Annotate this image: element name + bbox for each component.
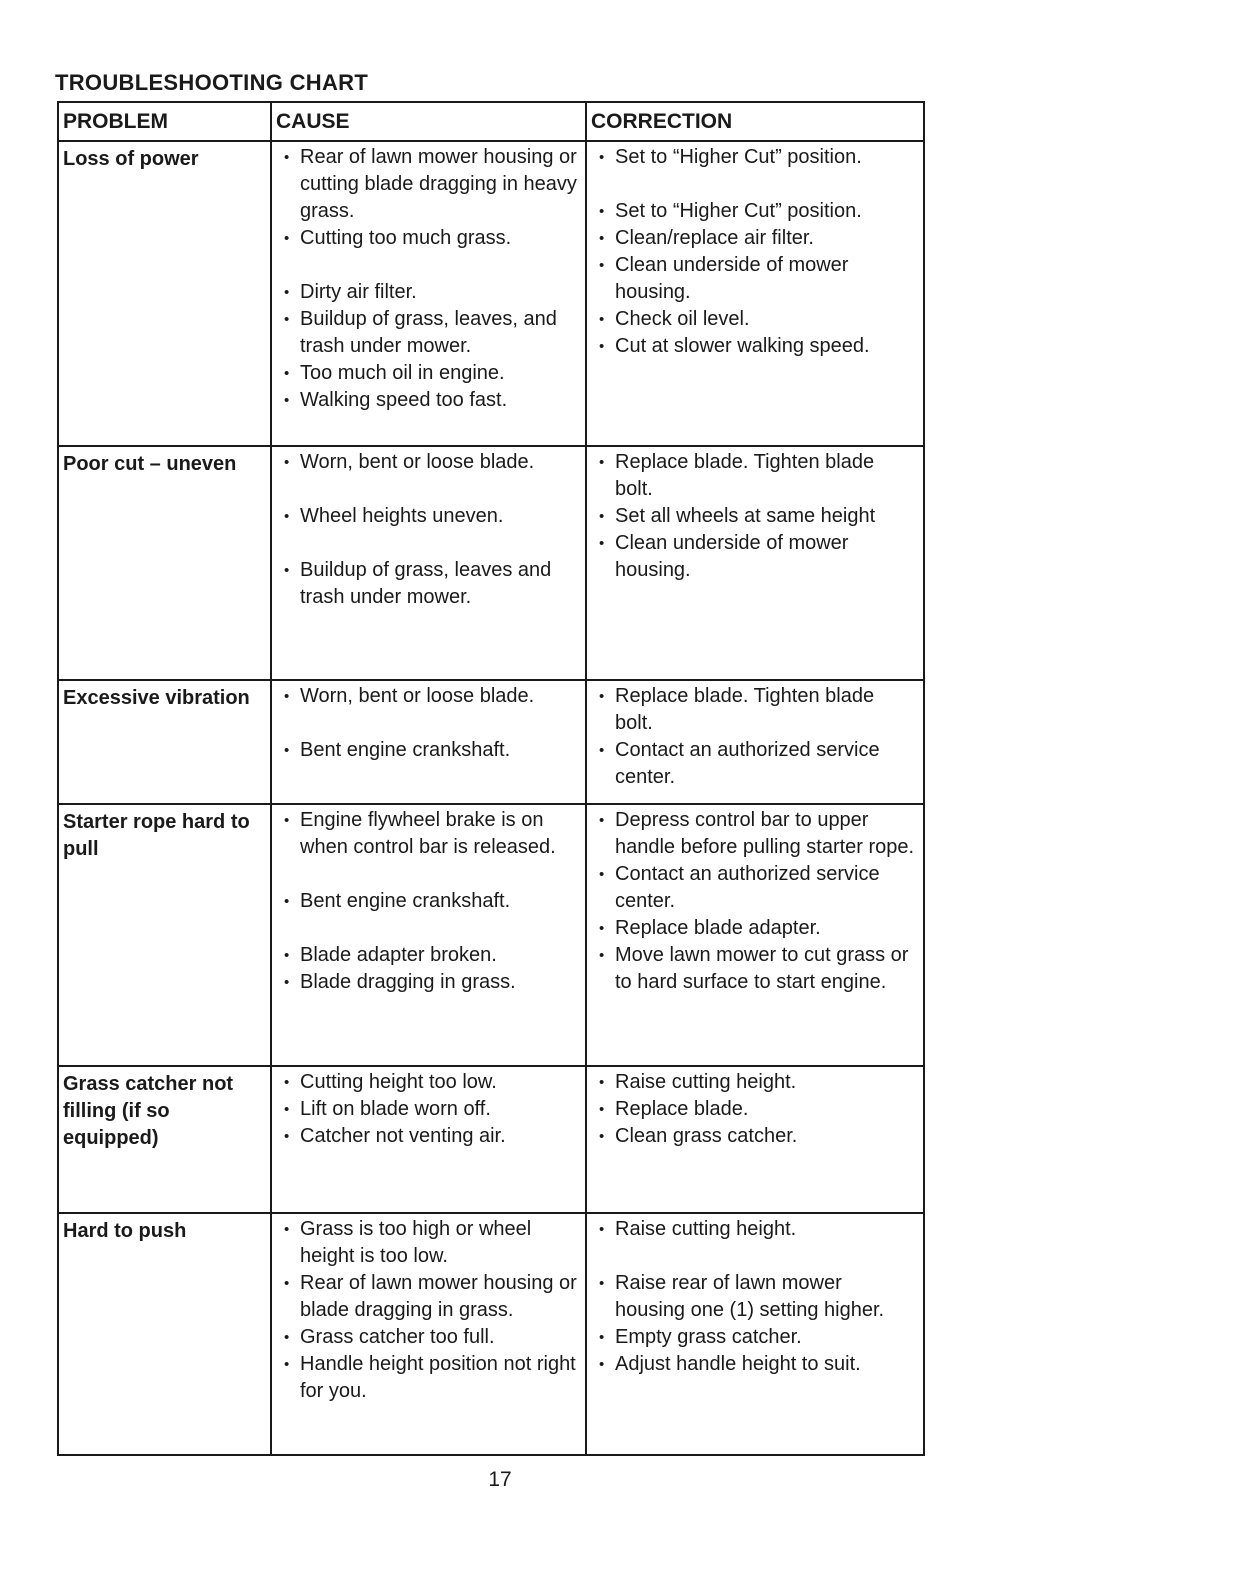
table-row <box>58 804 924 1066</box>
correction-column-header: CORRECTION <box>586 102 924 141</box>
table-row <box>58 1213 924 1455</box>
cause-cell <box>271 1213 586 1455</box>
correction-cell <box>586 141 924 446</box>
correction-item: • Depress control bar to upper handle before pulling starter rope. <box>597 807 915 861</box>
cause-item: • Blade adapter broken. <box>282 942 577 969</box>
cause-item: • Rear of lawn mower housing or cutting blade dragging in heavy grass. <box>282 144 577 225</box>
table-row <box>58 446 924 680</box>
correction-item: • Adjust handle height to suit. <box>597 1351 915 1378</box>
cause-cell <box>271 680 586 804</box>
correction-item: • Replace blade. Tighten blade bolt. <box>597 449 915 503</box>
cause-item: • Grass is too high or wheel height is too low. <box>282 1216 577 1270</box>
correction-item: • Set to “Higher Cut” position. <box>597 198 915 225</box>
cause-cell <box>271 141 586 446</box>
correction-item: • Move lawn mower to cut grass or to hard surface to start engine. <box>597 942 915 996</box>
cause-item: • Worn, bent or loose blade. <box>282 449 577 476</box>
correction-item: • Clean grass catcher. <box>597 1123 915 1150</box>
problem-column-header: PROBLEM <box>58 102 271 141</box>
correction-item: • Clean/replace air filter. <box>597 225 915 252</box>
cause-cell <box>271 446 586 680</box>
correction-cell <box>586 804 924 1066</box>
problem-cell: Grass catcher not filling (if so equipped) <box>58 1066 271 1213</box>
correction-item: • Clean underside of mower housing. <box>597 530 915 584</box>
table-header-row <box>58 102 924 141</box>
correction-cell <box>586 680 924 804</box>
correction-item: • Replace blade. Tighten blade bolt. <box>597 683 915 737</box>
correction-item: • Contact an authorized service center. <box>597 861 915 915</box>
correction-item: • Raise cutting height. <box>597 1069 915 1096</box>
problem-cell: Starter rope hard to pull <box>58 804 271 1066</box>
correction-item: • Raise rear of lawn mower housing one (1) setting higher. <box>597 1270 915 1324</box>
cause-cell <box>271 804 586 1066</box>
problem-cell: Poor cut – uneven <box>58 446 271 680</box>
cause-item: • Buildup of grass, leaves and trash under mower. <box>282 557 577 611</box>
correction-cell <box>586 1066 924 1213</box>
correction-item: • Check oil level. <box>597 306 915 333</box>
cause-item: • Worn, bent or loose blade. <box>282 683 577 710</box>
cause-item: • Too much oil in engine. <box>282 360 577 387</box>
correction-item: • Clean underside of mower housing. <box>597 252 915 306</box>
cause-item: • Handle height position not right for you. <box>282 1351 577 1405</box>
correction-item: • Replace blade. <box>597 1096 915 1123</box>
cause-item: • Cutting too much grass. <box>282 225 577 252</box>
cause-item: • Cutting height too low. <box>282 1069 577 1096</box>
problem-cell: Excessive vibration <box>58 680 271 804</box>
cause-cell <box>271 1066 586 1213</box>
cause-item: • Walking speed too fast. <box>282 387 577 414</box>
correction-item: • Cut at slower walking speed. <box>597 333 915 360</box>
cause-item: • Bent engine crankshaft. <box>282 737 577 764</box>
cause-column-header: CAUSE <box>271 102 586 141</box>
correction-cell <box>586 1213 924 1455</box>
troubleshooting-table <box>57 101 925 1456</box>
page-number: 17 <box>488 1468 512 1491</box>
correction-item: • Set all wheels at same height <box>597 503 915 530</box>
table-row <box>58 1066 924 1213</box>
cause-item: • Dirty air filter. <box>282 279 577 306</box>
correction-item: • Contact an authorized service center. <box>597 737 915 791</box>
correction-item: • Raise cutting height. <box>597 1216 915 1243</box>
cause-item: • Rear of lawn mower housing or blade dragging in grass. <box>282 1270 577 1324</box>
correction-item: • Set to “Higher Cut” position. <box>597 144 915 171</box>
problem-cell: Hard to push <box>58 1213 271 1455</box>
cause-item: • Blade dragging in grass. <box>282 969 577 996</box>
cause-item: • Wheel heights uneven. <box>282 503 577 530</box>
cause-item: • Lift on blade worn off. <box>282 1096 577 1123</box>
cause-item: • Catcher not venting air. <box>282 1123 577 1150</box>
cause-item: • Grass catcher too full. <box>282 1324 577 1351</box>
correction-item: • Empty grass catcher. <box>597 1324 915 1351</box>
chart-title: TROUBLESHOOTING CHART <box>55 70 369 95</box>
table-row <box>58 141 924 446</box>
correction-item: • Replace blade adapter. <box>597 915 915 942</box>
cause-item: • Bent engine crankshaft. <box>282 888 577 915</box>
cause-item: • Engine flywheel brake is on when control bar is released. <box>282 807 577 861</box>
correction-cell <box>586 446 924 680</box>
cause-item: • Buildup of grass, leaves, and trash under mower. <box>282 306 577 360</box>
problem-cell: Loss of power <box>58 141 271 446</box>
table-row <box>58 680 924 804</box>
